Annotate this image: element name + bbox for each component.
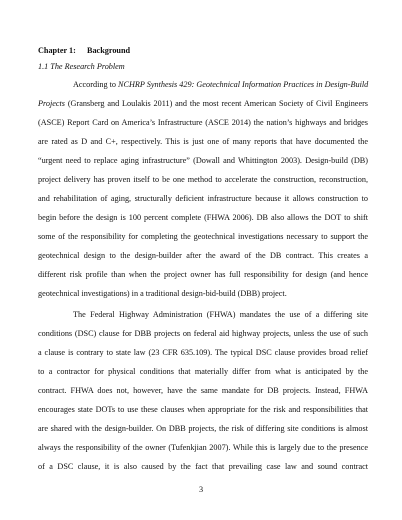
paragraph-line: different risk profile than when the project owner has full responsibility for design (and hence — [38, 270, 368, 279]
paragraph-line: a clause is contrary to state law (23 CFR 635.109). The typical DSC clause provides broad relief — [38, 348, 368, 357]
page-number: 3 — [198, 485, 204, 494]
paragraph-line: contract. FHWA does not, however, have the same mandate for DB projects. Instead, FHWA — [38, 386, 368, 395]
paragraph-line: The Federal Highway Administration (FHWA) mandates the use of a differing site — [73, 310, 368, 319]
line-text: According to — [73, 80, 119, 89]
cited-title-italic: Projects — [38, 99, 65, 108]
cited-title-italic: NCHRP Synthesis 429: Geotechnical Information Practices in Design-Build — [118, 80, 369, 89]
paragraph-line: encourages state DOTs to use these clauses when appropriate for the risk and responsibilities that — [38, 405, 368, 414]
paragraph-line: always the responsibility of the owner (Tufenkjian 2007). While this is largely due to the presence — [38, 443, 368, 452]
paragraph-line: geotechnical design to the design-builder after the award of the DB contract. This creates a — [38, 251, 368, 260]
paragraph-line: (ASCE) Report Card on America’s Infrastructure (ASCE 2014) the nation’s highways and bridges — [38, 118, 368, 127]
paragraph-line: project delivery has proven itself to be one method to accelerate the construction, reconstruction, — [38, 175, 368, 184]
paragraph-line: of a DSC clause, it is also caused by the fact that prevailing case law and sound contract — [38, 462, 368, 471]
chapter-title: Background — [87, 46, 131, 55]
paragraph-line — [38, 99, 368, 109]
paragraph-line: and rehabilitation of aging, structurally deficient infrastructure because it allows construction to — [38, 194, 368, 203]
paragraph-line: geotechnical investigations) in a traditional design-bid-build (DBB) project. — [38, 289, 287, 298]
chapter-heading — [38, 46, 130, 55]
paragraph-line: begin before the design is 100 percent complete (FHWA 2006). DB also allows the DOT to shift — [38, 213, 368, 222]
section-heading: 1.1 The Research Problem — [38, 62, 125, 71]
paragraph-line: are shared with the design-builder. On DBB projects, the risk of differing site conditions is almost — [38, 424, 368, 433]
paragraph-line: some of the responsibility for completing the geotechnical investigations necessary to support the — [38, 232, 368, 241]
paragraph-line: “urgent need to replace aging infrastructure” (Dowall and Whittington 2003). Design-build (DB) — [38, 156, 368, 165]
paragraph-line: are rated as D and C+, respectively. This is just one of many reports that have documented the — [38, 137, 368, 146]
paragraph-line: conditions (DSC) clause for DBB projects on federal aid highway projects, unless the use of such — [38, 329, 368, 338]
paragraph-line — [38, 80, 368, 90]
paragraph-line: to a contractor for physical conditions that materially differ from what is anticipated by the — [38, 367, 368, 376]
chapter-number: Chapter 1: — [38, 46, 76, 55]
line-text: (Gransberg and Loulakis 2011) and the most recent American Society of Civil Engineers — [64, 99, 368, 108]
